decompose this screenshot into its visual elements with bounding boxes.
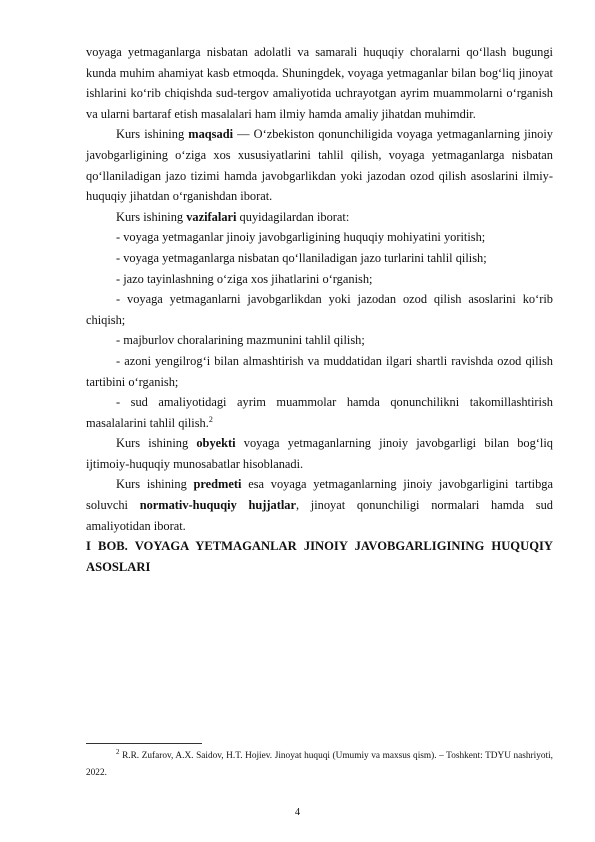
subject-term-2: normativ-huquqiy hujjatlar xyxy=(139,498,296,513)
object-term: obyekti xyxy=(196,436,236,451)
object-lead: Kurs ishining xyxy=(116,436,197,451)
task-item: - azoni yengilrog‘i bilan almashtirish va muddatidan ilgari shartli ravishda ozod qilish tartibini o‘rganish; xyxy=(86,353,553,389)
tasks-term: vazifalari xyxy=(186,209,237,224)
footnote-number: 2 xyxy=(116,748,120,756)
subject-text: esa voyaga yetmaganlarning jinoiy javobgarligini tartibga soluvchi xyxy=(86,477,554,513)
goal-paragraph xyxy=(86,124,553,206)
intro-paragraph: voyaga yetmaganlarga nisbatan adolatli va samarali huquqiy choralarni qo‘llash bugungi kunda muhim ahamiyat kasb etmoqda. Shuningdek, voyaga yetmaganlar bilan bog‘liq jinoyat ishlarini ko‘rib chiqishda sud-tergov amaliyotida uchrayotgan ayrim muammolarni o‘rganish va ularni bartaraf etish masalalari ham ilmiy hamda amaliy jihatdan muhimdir. xyxy=(86,45,553,121)
task-item-text: - sud amaliyotidagi ayrim muammolar hamda qonunchilikni takomillashtirish masalalarini tahlil qilish. xyxy=(86,395,553,430)
subject-lead: Kurs ishining xyxy=(116,477,194,492)
footnote-separator xyxy=(86,743,202,744)
task-item: - jazo tayinlashning o‘ziga xos jihatlarini o‘rganish; xyxy=(116,271,373,286)
subject-text-end: , jinoyat qonunchiligi normalari hamda sud amaliyotidan iborat. xyxy=(86,498,553,533)
subject-term: predmeti xyxy=(193,477,242,492)
task-item: - voyaga yetmaganlarni javobgarlikdan yoki jazodan ozod qilish asoslarini ko‘rib chiqish; xyxy=(86,292,553,327)
body-text xyxy=(86,42,553,577)
object-text: voyaga yetmaganlarning jinoiy javobgarligi bilan bog‘liq ijtimoiy-huquqiy munosabatlar hisoblanadi. xyxy=(86,436,554,471)
subject-paragraph xyxy=(86,474,553,536)
page-number: 4 xyxy=(294,807,301,818)
goal-lead: Kurs ishining xyxy=(116,127,189,142)
task-item: - voyaga yetmaganlar jinoiy javobgarligining huquqiy mohiyatini yoritish; xyxy=(116,230,486,245)
tasks-text: quyidagilardan iborat: xyxy=(236,209,350,224)
task-item: - voyaga yetmaganlarga nisbatan qo‘llaniladigan jazo turlarini tahlil qilish; xyxy=(116,250,487,265)
footnote xyxy=(86,748,553,782)
object-paragraph xyxy=(86,433,553,474)
tasks-lead: Kurs ishining xyxy=(116,209,187,224)
chapter-title: I BOB. VOYAGA YETMAGANLAR JINOIY JAVOBGARLIGINING HUQUQIY ASOSLARI xyxy=(86,539,553,574)
task-item: - majburlov choralarining mazmunini tahlil qilish; xyxy=(116,333,365,348)
task-item-last xyxy=(86,392,553,433)
footnote-reference: 2 xyxy=(208,414,213,424)
footnote-text: R.R. Zufarov, A.X. Saidov, H.T. Hojiev. Jinoyat huquqi (Umumiy va maxsus qism). – Toshkent: TDYU nashriyoti, 2022. xyxy=(86,751,554,778)
tasks-heading-paragraph xyxy=(86,207,553,228)
goal-text: — O‘zbekiston qonunchiligida voyaga yetmaganlarning jinoiy javobgarligining o‘ziga xos xususiyatlarini tahlil qilish, voyaga yetmaganlarga nisbatan qo‘llaniladigan jazo tizimi hamda javobgarlikdan yoki jazodan ozod qilish asoslarini ilmiy-huquqiy jihatdan o‘rganishdan iborat. xyxy=(86,127,553,204)
goal-term: maqsadi xyxy=(188,127,234,142)
